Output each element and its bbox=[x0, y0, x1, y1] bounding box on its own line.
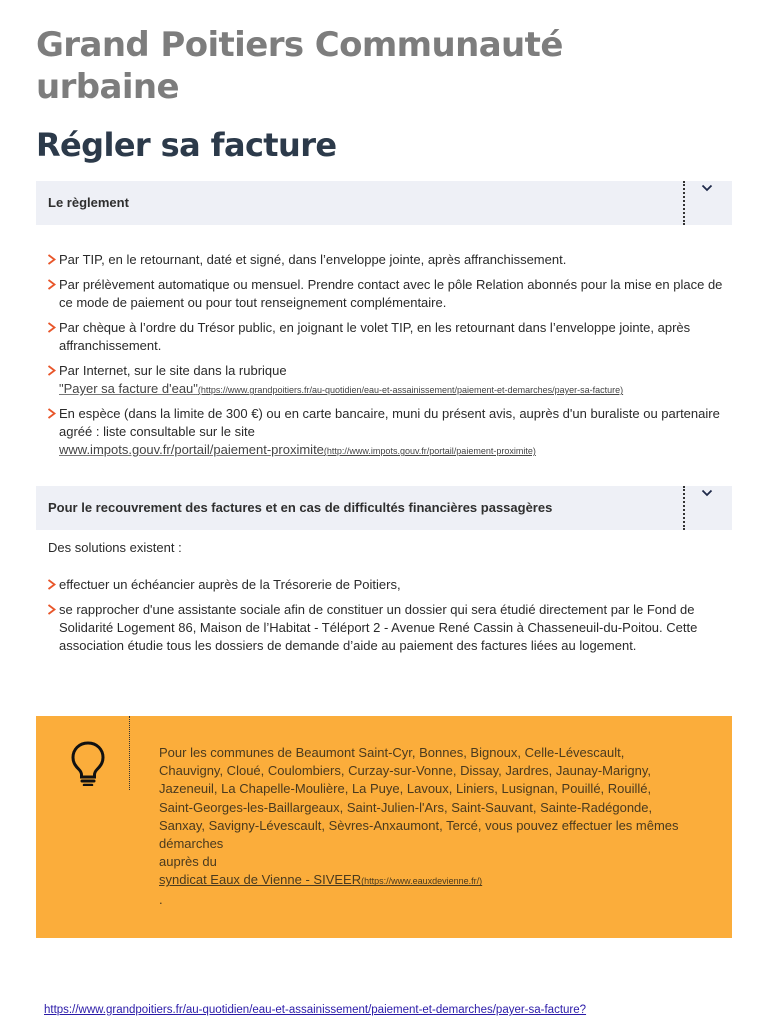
accordion-title: Pour le recouvrement des factures et en cas de difficultés financières passagères bbox=[48, 500, 553, 515]
accordion-title: Le règlement bbox=[48, 195, 129, 210]
siveer-link[interactable]: syndicat Eaux de Vienne - SIVEER bbox=[159, 872, 362, 888]
organization-title: Grand Poitiers Communauté urbaine bbox=[36, 25, 563, 107]
solutions-list bbox=[48, 576, 728, 655]
payment-methods-list bbox=[48, 251, 728, 460]
list-item: Par chèque à l’ordre du Trésor public, en joignant le volet TIP, en les retournant dans l’enveloppe jointe, après affranchissement. bbox=[48, 319, 728, 355]
link-url[interactable]: (https://www.grandpoitiers.fr/au-quotidien/eau-et-assainissement/paiement-et-demarches/payer-sa-facture) bbox=[197, 385, 624, 395]
impots-link[interactable]: www.impots.gouv.fr/portail/paiement-proximite bbox=[59, 442, 324, 457]
chevron-down-icon[interactable] bbox=[700, 181, 714, 195]
chevron-down-icon[interactable] bbox=[700, 486, 714, 500]
chevron-right-icon bbox=[47, 322, 56, 333]
divider bbox=[683, 181, 685, 225]
accordion-reglement[interactable] bbox=[36, 181, 732, 225]
payer-facture-link[interactable]: "Payer sa facture d'eau" bbox=[59, 381, 198, 396]
list-item: En espèce (dans la limite de 300 €) ou en carte bancaire, muni du présent avis, auprès d'un buraliste ou partenaire agréé : liste consultable sur le site www.impots.gouv.fr/portail/paiement-proximite(http://www.impots.gouv.fr/portail/paiement-proximite) bbox=[48, 405, 728, 460]
accordion-recouvrement[interactable] bbox=[36, 486, 732, 530]
chevron-right-icon bbox=[47, 408, 56, 419]
lightbulb-icon bbox=[70, 740, 106, 786]
info-callout bbox=[36, 716, 732, 938]
chevron-right-icon bbox=[47, 365, 56, 376]
callout-text: Pour les communes de Beaumont Saint-Cyr, Bonnes, Bignoux, Celle-Lévescault, Chauvigny, Cloué, Coulombiers, Curzay-sur-Vonne, Dissay, Jardres, Jaunay-Marigny, Jazeneuil, La Chapelle-Moulière, La Puye, Lavoux, Liniers, Lusignan, Pouillé, Rouillé, Saint-Georges-les-Baillargeaux, Saint-Julien-l'Ars, Saint-Sauvant, Sainte-Radégonde, Sanxay, Savigny-Lévescault, Sèvres-Anxaumont, Tercé, vous pouvez effectuer les mêmes démarches auprès du syndicat Eaux de Vienne - SIVEER(https://www.eauxdevienne.fr/) . bbox=[159, 745, 679, 907]
chevron-right-icon bbox=[47, 279, 56, 290]
link-url[interactable]: (https://www.eauxdevienne.fr/) bbox=[361, 876, 483, 887]
chevron-right-icon bbox=[47, 254, 56, 265]
chevron-right-icon bbox=[47, 579, 56, 590]
list-item: effectuer un échéancier auprès de la Trésorerie de Poitiers, bbox=[48, 576, 728, 594]
chevron-right-icon bbox=[47, 604, 56, 615]
divider bbox=[683, 486, 685, 530]
divider bbox=[129, 716, 130, 790]
list-item: Par Internet, sur le site dans la rubrique "Payer sa facture d'eau"(https://www.grandpoitiers.fr/au-quotidien/eau-et-assainissement/paiement-et-demarches/payer-sa-facture) bbox=[48, 362, 728, 399]
list-item: se rapprocher d'une assistante sociale afin de constituer un dossier qui sera étudié directement par le Fond de Solidarité Logement 86, Maison de l’Habitat - Téléport 2 - Avenue René Cassin à Chasseneuil-du-Poitou. Cette association étudie tous les dossiers de demande d’aide au paiement des factures liées au logement. bbox=[48, 601, 728, 655]
list-item: Par TIP, en le retournant, daté et signé, dans l’enveloppe jointe, après affranchissement. bbox=[48, 251, 728, 269]
intro-text: Des solutions existent : bbox=[48, 540, 182, 555]
list-item: Par prélèvement automatique ou mensuel. Prendre contact avec le pôle Relation abonnés pour la mise en place de ce mode de paiement ou pour tout renseignement complémentaire. bbox=[48, 276, 728, 312]
page-title: Régler sa facture bbox=[36, 126, 337, 164]
link-url[interactable]: (http://www.impots.gouv.fr/portail/paiement-proximite) bbox=[323, 446, 536, 456]
source-url-link[interactable]: https://www.grandpoitiers.fr/au-quotidien/eau-et-assainissement/paiement-et-demarches/payer-sa-facture? bbox=[44, 1004, 587, 1016]
